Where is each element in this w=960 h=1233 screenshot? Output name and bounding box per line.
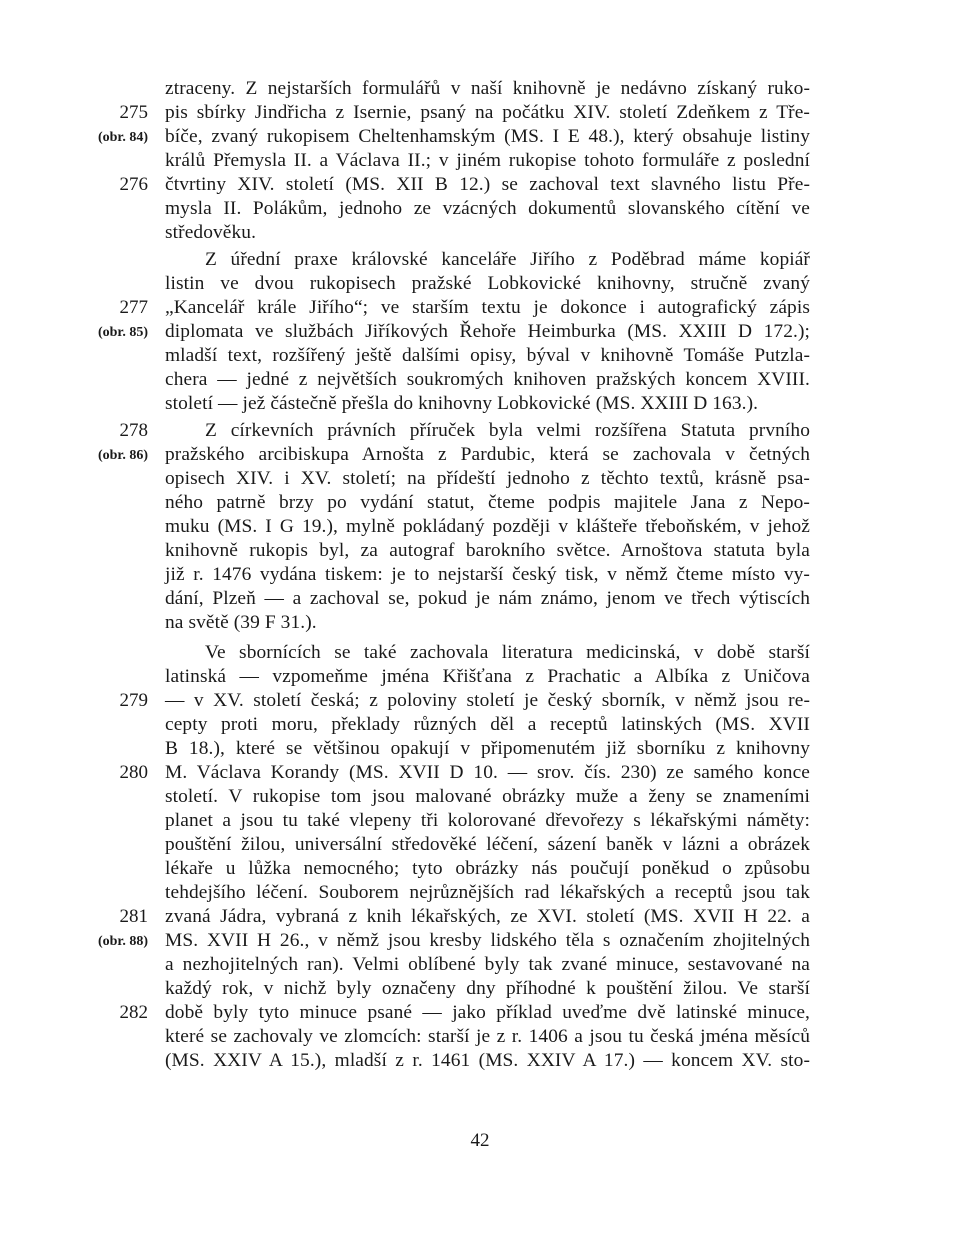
text-line: čtvrtiny XIV. století (MS. XII B 12.) se zachoval text slavného listu Pře- xyxy=(165,174,810,195)
margin-catalog-number: 281 xyxy=(119,906,148,927)
margin-catalog-number: 278 xyxy=(119,420,148,441)
text-line: tehdejšího léčení. Souborem nejrůznějších rad lékařských a receptů jsou tak xyxy=(165,882,810,903)
text-line: mysla II. Polákům, jednoho ze vzácných dokumentů slovanského cítění ve xyxy=(165,198,810,219)
text-line: cepty proti moru, překlady různých děl a receptů latinských (MS. XVII xyxy=(165,714,810,735)
margin-catalog-number: 275 xyxy=(119,102,148,123)
text-line: mladší text, rozšířený ještě dalšími opisy, býval v knihovně Tomáše Putzla- xyxy=(165,345,810,366)
text-line: B 18.), které se většinou opakují v připomenutém již sborníku z knihovny xyxy=(165,738,810,759)
text-line: každý rok, v nichž byly označeny dny příhodné k pouštění žilou. Ve starší xyxy=(165,978,810,999)
text-line: chera — jedné z největších soukromých knihoven pražských koncem XVIII. xyxy=(165,369,810,390)
text-line: listin ve dvou rukopisech pražské Lobkovické knihovny, stručně zvaný xyxy=(165,273,810,294)
text-line: M. Václava Korandy (MS. XVII D 10. — srov. čís. 230) ze samého konce xyxy=(165,762,810,783)
text-line: „Kancelář krále Jiřího“; ve starším textu je dokonce i autografický zápis xyxy=(165,297,810,318)
text-line: době byly tyto minuce psané — jako příklad uveďme dvě latinské minuce, xyxy=(165,1002,810,1023)
paragraph-start: Z úřední praxe královské kanceláře Jiřího z Poděbrad máme kopiář xyxy=(205,249,810,270)
text-line: pražského arcibiskupa Arnošta z Pardubic, která se zachovala v četných xyxy=(165,444,810,465)
text-line: století — jež částečně přešla do knihovny Lobkovické (MS. XXIII D 163.). xyxy=(165,393,759,414)
text-line: dání, Plzeň — a zachoval se, pokud je nám známo, jenom ve třech výtiscích xyxy=(165,588,810,609)
text-line: muku (MS. I G 19.), mylně pokládaný později v klášteře třeboňském, v jehož xyxy=(165,516,810,537)
text-line: knihovně rukopis byl, za autograf barokního světce. Arnoštova statuta byla xyxy=(165,540,810,561)
margin-catalog-number: 280 xyxy=(119,762,148,783)
text-line: planet a jsou tu také vlepeny tři kolorované dřevořezy s lékařskými náměty: xyxy=(165,810,810,831)
text-line: opisech XIV. i XV. století; na přídeští jednoho z těchto textů, krásně psa- xyxy=(165,468,810,489)
text-line: ztraceny. Z nejstarších formulářů v naší knihovně je nedávno získaný ruko- xyxy=(165,78,810,99)
text-line: zvaná Jádra, vybraná z knih lékařských, ze XVI. století (MS. XVII H 22. a xyxy=(165,906,810,927)
margin-figure-reference: (obr. 85) xyxy=(97,325,148,340)
text-line: diplomata ve službách Jiříkových Řehoře Heimburka (MS. XXIII D 172.); xyxy=(165,321,810,342)
margin-catalog-number: 282 xyxy=(119,1002,148,1023)
margin-figure-reference: (obr. 86) xyxy=(97,448,148,463)
text-line: MS. XVII H 26., v němž jsou kresby lidského těla s označením zhojitelných xyxy=(165,930,810,951)
margin-catalog-number: 276 xyxy=(119,174,148,195)
text-line: (MS. XXIV A 15.), mladší z r. 1461 (MS. XXIV A 17.) — koncem XV. sto- xyxy=(165,1050,810,1071)
paragraph-start: Z církevních právních příruček byla velmi rozšířena Statuta prvního xyxy=(205,420,810,441)
text-line: století. V rukopise tom jsou malované obrázky muže a ženy se znameními xyxy=(165,786,810,807)
text-line: pouštění žilou, universální středověké léčení, sázení baněk v lázni a obrázek xyxy=(165,834,810,855)
text-line: již r. 1476 vydána tiskem: je to nejstarší český tisk, v němž čteme místo vy- xyxy=(165,564,810,585)
page-number: 42 xyxy=(470,1130,490,1151)
margin-catalog-number: 277 xyxy=(119,297,148,318)
text-line: středověku. xyxy=(165,222,257,243)
text-line: na světě (39 F 31.). xyxy=(165,612,317,633)
paragraph-start: Ve sbornících se také zachovala literatura medicinská, v době starší xyxy=(205,642,810,663)
text-line: a nezhojitelných ran). Velmi oblíbené byly tak zvané minuce, sestavované na xyxy=(165,954,810,975)
text-line: lékaře u lůžka nemocného; tyto obrázky nás poučují poněkud o způsobu xyxy=(165,858,810,879)
margin-figure-reference: (obr. 84) xyxy=(97,130,148,145)
text-line: bíče, zvaný rukopisem Cheltenhamským (MS. I E 48.), který obsahuje listiny xyxy=(165,126,810,147)
margin-figure-reference: (obr. 88) xyxy=(97,934,148,949)
text-line: latinská — vzpomeňme jména Křišťana z Prachatic a Albíka z Uničova xyxy=(165,666,810,687)
margin-catalog-number: 279 xyxy=(119,690,148,711)
text-line: které se zachovaly ve zlomcích: starší je z r. 1406 a jsou tu česká jména měsíců xyxy=(165,1026,810,1047)
text-line: králů Přemysla II. a Václava II.; v jiném rukopise tohoto formuláře z poslední xyxy=(165,150,810,171)
text-line: pis sbírky Jindřicha z Isernie, psaný na počátku XIV. století Zdeňkem z Tře- xyxy=(165,102,810,123)
text-line: — v XV. století česká; z poloviny století je český sborník, v němž jsou re- xyxy=(165,690,810,711)
text-line: ného patrně brzy po vydání statut, čteme podpis majitele Jana z Nepo- xyxy=(165,492,810,513)
